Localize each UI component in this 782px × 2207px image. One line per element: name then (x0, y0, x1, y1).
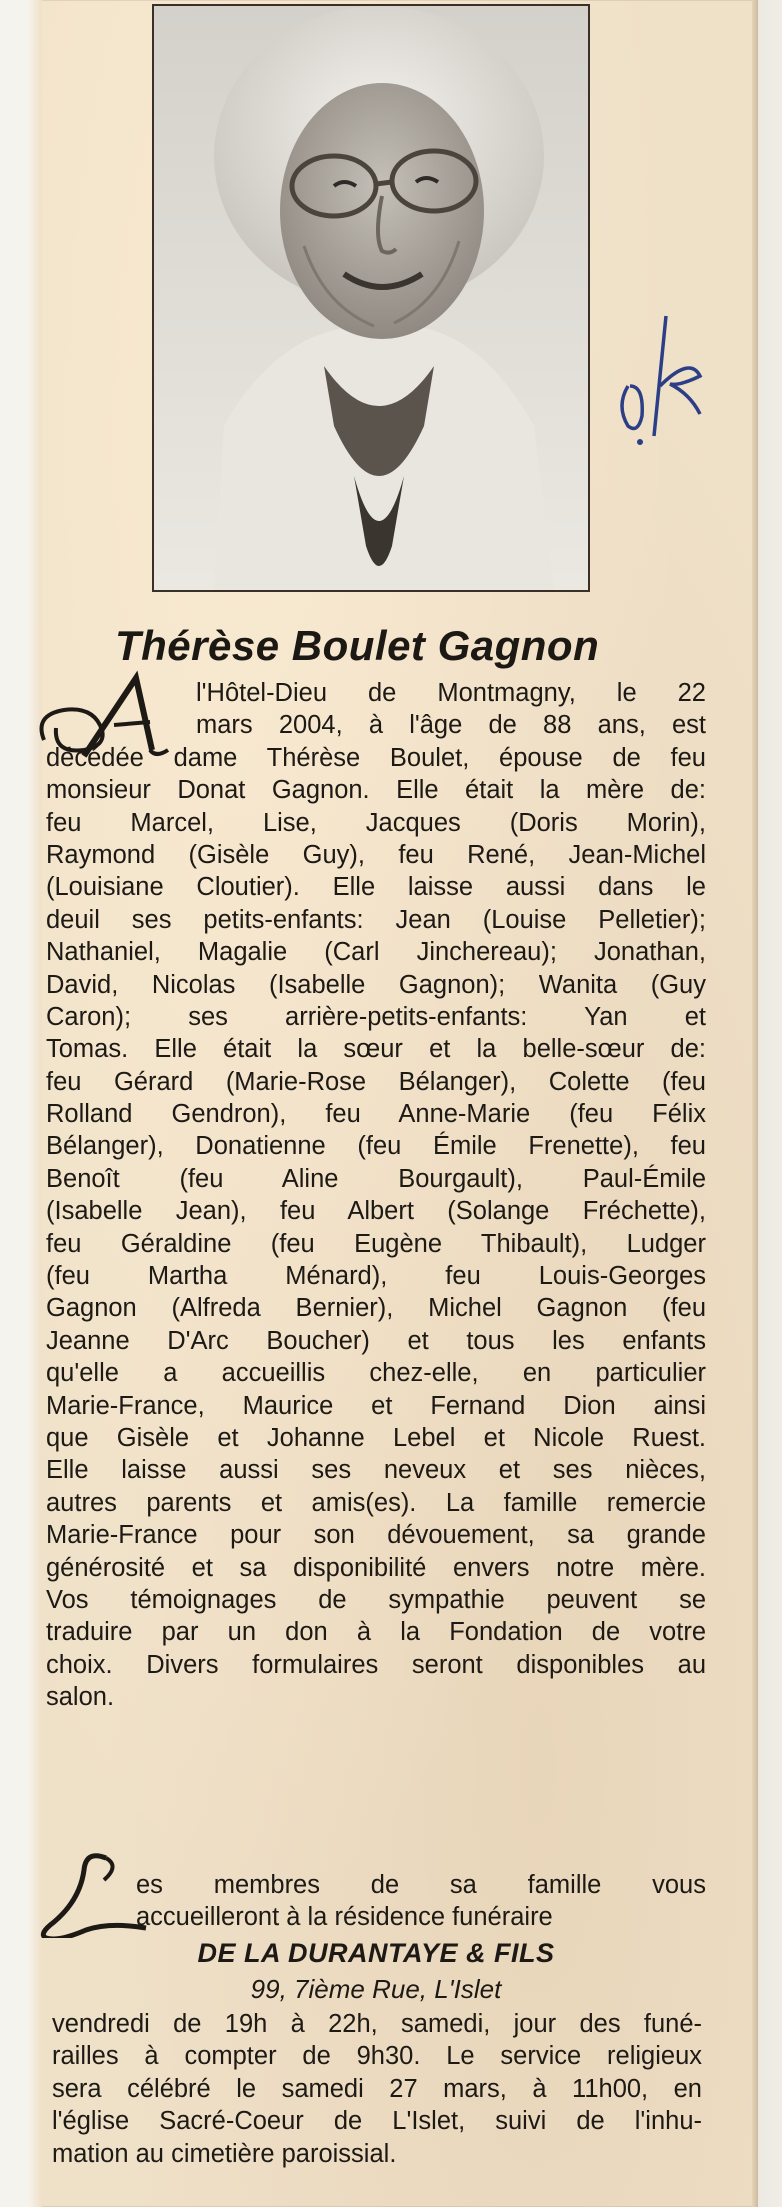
text-line: traduire par un don à la Fondation de votre (46, 1618, 706, 1647)
text-line: David, Nicolas (Isabelle Gagnon); Wanita (Guy (46, 970, 706, 999)
text-line: l'église Sacré-Coeur de L'Islet, suivi de l'inhu- (52, 2107, 702, 2136)
portrait-photo (152, 4, 590, 592)
text-line: feu Gérard (Marie-Rose Bélanger), Colette (feu (46, 1067, 706, 1096)
text-line: Benoît (feu Aline Bourgault), Paul-Émile (46, 1164, 706, 1193)
text-line: que Gisèle et Johanne Lebel et Nicole Ruest. (46, 1423, 706, 1452)
obituary-paragraph-1 (46, 677, 706, 1714)
text-line: Elle laisse aussi ses neveux et ses nièces, (46, 1456, 706, 1485)
text-line: sera célébré le samedi 27 mars, à 11h00, en (52, 2074, 702, 2103)
text-line: feu Géraldine (feu Eugène Thibault), Ludger (46, 1229, 706, 1258)
funeral-home-name: DE LA DURANTAYE & FILS (197, 1938, 555, 1968)
text-line: choix. Divers formulaires seront disponibles au (46, 1650, 706, 1679)
text-line: monsieur Donat Gagnon. Elle était la mère de: (46, 776, 706, 805)
obituary-paragraph-3 (52, 2008, 702, 2170)
text-line: l'Hôtel-Dieu de Montmagny, le 22 (196, 679, 706, 707)
text-line: (Isabelle Jean), feu Albert (Solange Fréchette), (46, 1197, 706, 1226)
text-line: décédée dame Thérèse Boulet, épouse de feu (46, 743, 706, 772)
text-line: Nathaniel, Magalie (Carl Jinchereau); Jonathan, (46, 938, 706, 967)
text-line: vendredi de 19h à 22h, samedi, jour des funé- (52, 2010, 702, 2038)
text-line: es membres de sa famille vous (136, 1871, 706, 1899)
text-line: Tomas. Elle était la sœur et la belle-sœur de: (46, 1035, 706, 1064)
text-line: Raymond (Gisèle Guy), feu René, Jean-Michel (46, 840, 706, 869)
text-line: Bélanger), Donatienne (feu Émile Frenette), feu (46, 1132, 706, 1161)
text-line: qu'elle a accueillis chez-elle, en particulier (46, 1359, 706, 1388)
text-line: feu Marcel, Lise, Jacques (Doris Morin), (46, 808, 706, 837)
portrait-illustration (154, 6, 588, 590)
text-line: deuil ses petits-enfants: Jean (Louise Pelletier); (46, 905, 706, 934)
text-line: mation au cimetière paroissial. (52, 2139, 397, 2168)
text-line: générosité et sa disponibilité envers notre mère. (46, 1553, 706, 1582)
text-line: accueilleront à la résidence funéraire (136, 1903, 553, 1932)
text-line: railles à compter de 9h30. Le service religieux (52, 2042, 702, 2071)
text-line: Rolland Gendron), feu Anne-Marie (feu Félix (46, 1100, 706, 1129)
text-line: (feu Martha Ménard), feu Louis-Georges (46, 1262, 706, 1291)
text-line: Marie-France pour son dévouement, sa grande (46, 1521, 706, 1550)
text-line: salon. (46, 1683, 115, 1712)
text-line: Jeanne D'Arc Boucher) et tous les enfants (46, 1326, 706, 1355)
handwritten-mark-icon (610, 296, 720, 466)
text-line: Marie-France, Maurice et Fernand Dion ainsi (46, 1391, 706, 1420)
text-line: Caron); ses arrière-petits-enfants: Yan et (46, 1002, 706, 1031)
obituary-paragraph-2 (46, 1868, 706, 1933)
text-line: autres parents et amis(es). La famille remercie (46, 1488, 706, 1517)
text-line: Gagnon (Alfreda Bernier), Michel Gagnon (feu (46, 1294, 706, 1323)
text-line: mars 2004, à l'âge de 88 ans, est (196, 711, 706, 740)
clipping-right-edge (752, 0, 758, 2207)
obituary-name: Thérèse Boulet Gagnon (115, 622, 600, 669)
funeral-home-address: 99, 7ième Rue, L'Islet (250, 1974, 502, 2004)
text-line: (Louisiane Cloutier). Elle laisse aussi dans le (46, 873, 706, 902)
text-line: Vos témoignages de sympathie peuvent se (46, 1585, 706, 1614)
